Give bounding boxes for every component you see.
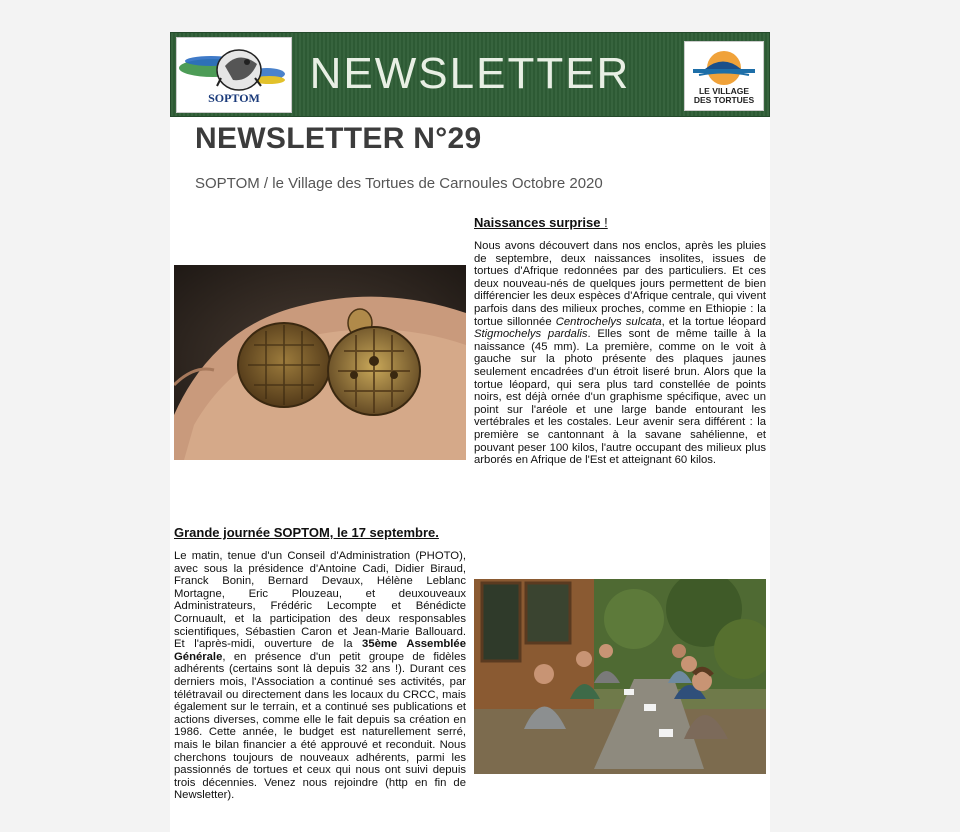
species-sulcata: Centrochelys sulcata <box>555 315 662 328</box>
meeting-heading: Grande journée SOPTOM, le 17 septembre. <box>174 525 439 540</box>
births-article-text <box>474 240 766 467</box>
births-text-part3: . Elles sont de même taille à la naissance (45 mm). La première, comme on le voit à gauche sur la photo présente des plaques jaunes seulement encadrées d'un étroit liseré brun. Alors que la tortue léopard, qui sera plus tard constellée de points noirs, est déjà ornée d'un graphisme spécifique, avec un point sur l'aréole et une large bande entourant les vertébrales et les costales. Leur avenir sera différent : la première se cantonnant à la savane sahélienne, et pouvant peser 100 kilos, l'autre occupant des milieux plus arborés en Afrique de l'Est et atteignant 60 kilos. <box>474 328 766 467</box>
births-heading-text: Naissances surprise <box>474 215 601 230</box>
sunset-tortoise-icon <box>685 42 763 86</box>
births-heading-exclamation: ! <box>600 215 608 230</box>
soptom-logo[interactable] <box>176 37 292 113</box>
general-assembly-bold: 35ème Assemblée Générale <box>174 638 466 663</box>
issue-title: NEWSLETTER N°29 <box>195 122 482 155</box>
banner-title: NEWSLETTER <box>309 49 631 98</box>
meeting-article-text <box>174 550 466 802</box>
village-logo-text <box>685 87 763 105</box>
village-logo-line2: DES TORTUES <box>693 95 755 105</box>
hatchling-tortoises-photo <box>174 265 466 460</box>
issue-subtitle: SOPTOM / le Village des Tortues de Carnoules Octobre 2020 <box>195 175 603 192</box>
soptom-logo-text: SOPTOM <box>208 91 260 105</box>
births-text-part2: , et la tortue léopard <box>661 315 766 328</box>
births-heading <box>474 215 608 230</box>
newsletter-page <box>170 32 770 832</box>
newsletter-banner <box>170 32 770 117</box>
board-meeting-photo <box>474 579 766 774</box>
village-logo-line1: LE VILLAGE <box>698 86 750 96</box>
village-des-tortues-logo[interactable] <box>684 41 764 111</box>
species-pardalis: Stigmochelys pardalis <box>474 328 588 341</box>
meeting-text-part2: , en présence d'un petit groupe de fidèles adhérents (certains sont là depuis 32 ans !). Durant ces derniers mois, l'Association a continué ses activités, par télétravail ou directement dans les locaux du CRCC, mais également sur le terrain, et a continué ses publications et actions diverses, comme elle le fait depuis sa création en 1986. Cette année, le budget est naturellement serré, mais le bilan financier a été approuvé et reconduit. Nous cherchons toujours de nouveaux adhérents, parmi les passionnés de tortues et ceux qui nous ont suivi depuis trois décennies. Venez nous rejoindre (http en fin de Newsletter). <box>174 650 466 802</box>
meeting-text-part1: Le matin, tenue d'un Conseil d'Administration (PHOTO), avec sous la présidence d'Antoine Cadi, Didier Biraud, Franck Bonin, Bernard Devaux, Hélène Leblanc Mortagne, Eric Plouzeau, et deuxouveaux Administrateurs, Frédéric Lecompte et Bénédicte Cornuault, et la participation des deux responsables scientifiques, Sébastien Caron et Jean-Marie Ballouard. Et l'après-midi, ouverture de la <box>174 550 466 651</box>
births-text-part1: Nous avons découvert dans nos enclos, après les pluies de septembre, deux naissances insolites, issues de tortues d'Afrique redonnées par des particuliers. Et ces deux nouveau-nés de quelques jours permettent de bien différencier les deux espèces d'Afrique centrale, qui vivent parfois dans des milieux proches, comme en Ethiopie : la tortue sillonnée <box>474 240 766 328</box>
